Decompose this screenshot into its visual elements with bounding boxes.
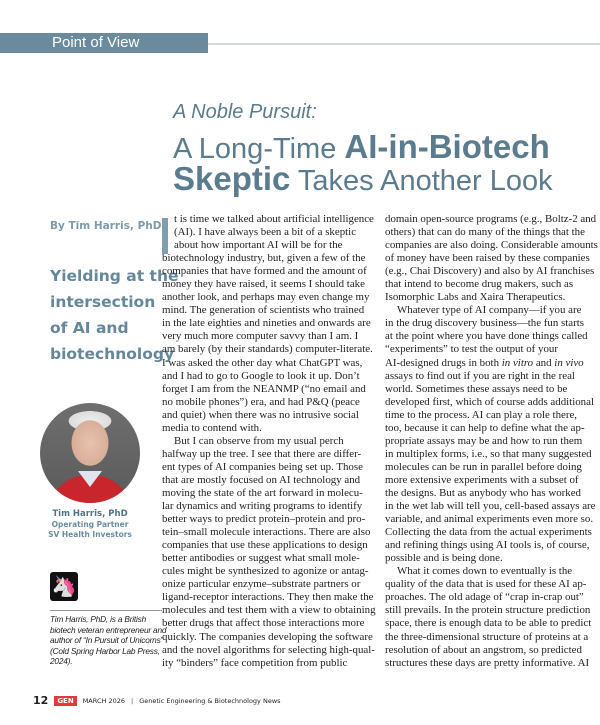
body-line: molecules can be run in parallel before doing bbox=[385, 460, 582, 473]
body-line: at the point where you have done things called bbox=[385, 330, 588, 343]
body-line: Isomorphic Labs and Xaira Therapeutics. bbox=[385, 291, 566, 304]
section-divider bbox=[208, 43, 600, 45]
body-line: of money have been raised by these companies bbox=[385, 252, 590, 265]
body-line: ligand-receptor interactions. They then make the bbox=[162, 591, 374, 604]
body-line: media to contend with. bbox=[162, 421, 262, 434]
body-line: that intend to become drug makers, such as bbox=[385, 278, 574, 291]
body-line: world. Sometimes these assays need to be bbox=[385, 382, 568, 395]
body-line: no mobile phones”) era, and had P&Q (peace bbox=[162, 395, 360, 408]
body-line: proaches. The old adage of “crap in-crap out” bbox=[385, 591, 584, 604]
body-line: “experiments” to test the output of your bbox=[385, 343, 558, 356]
title-light-text: Takes Another Look bbox=[290, 165, 553, 197]
italic-text: in vitro bbox=[501, 356, 534, 369]
body-line: better ways to predict protein–protein and pro- bbox=[162, 513, 366, 526]
body-line: possible and is being done. bbox=[385, 552, 503, 565]
body-line: companies that have formed and the amount of bbox=[162, 265, 367, 278]
article-kicker: A Noble Pursuit: bbox=[173, 101, 317, 123]
pull-quote-line: of AI and bbox=[50, 319, 129, 337]
body-line: onize particular enzyme–substrate partners or bbox=[162, 578, 361, 591]
body-line: structures these days are pretty informative. AI bbox=[385, 656, 590, 669]
body-line: and I had to go to Google to look it up. Don’t bbox=[162, 369, 360, 382]
body-line: But I can observe from my usual perch bbox=[174, 434, 344, 447]
body-column-2 bbox=[385, 213, 598, 670]
title-bold-text: Skeptic bbox=[173, 160, 291, 197]
body-line: others) that can do many of the things that the bbox=[385, 226, 585, 239]
body-line: variable, and animal experiments even more so. bbox=[385, 513, 594, 526]
title-bold-text: AI-in-Biotech bbox=[344, 128, 550, 165]
italic-text: in vivo bbox=[554, 356, 584, 369]
body-line: about how important AI will be for the bbox=[174, 239, 343, 252]
author-company: SV Health Investors bbox=[48, 530, 132, 539]
section-label: Point of View bbox=[52, 34, 140, 51]
body-line: molecules and test them with a view to obtaining bbox=[162, 604, 376, 617]
author-name: Tim Harris, PhD bbox=[52, 509, 128, 519]
body-line: in multiplex forms, i.e., so that many suggested bbox=[385, 447, 592, 460]
body-line: and refining things using AI tools is, of course, bbox=[385, 539, 590, 552]
body-line: quickly. The companies developing the software bbox=[162, 630, 373, 643]
body-line: the three-dimensional structure of proteins at a bbox=[385, 630, 589, 643]
issue-date: MARCH 2026 bbox=[82, 696, 125, 705]
gen-logo: GEN bbox=[54, 696, 76, 706]
body-line bbox=[385, 357, 595, 370]
body-line: cules might be synthesized to agonize or antag- bbox=[162, 565, 369, 578]
body-line: domain open-source programs (e.g., Boltz-2 and bbox=[385, 213, 597, 225]
body-line: space, there is enough data to be able to predict bbox=[385, 617, 592, 630]
body-line: time to the process. AI can play a role there, bbox=[385, 408, 578, 421]
pull-quote-line: Yielding at the bbox=[50, 267, 179, 285]
body-line: more extensive experiments with a subset of bbox=[385, 473, 579, 486]
body-line: that are mostly focused on AI technology and bbox=[162, 473, 361, 486]
body-line: propriate assays may be and how to run them bbox=[385, 434, 583, 447]
body-line: What it comes down to eventually is the bbox=[397, 565, 573, 578]
body-line: very much more computer savvy than I am. I bbox=[162, 330, 359, 343]
body-line: assays to find out if you are right in the real bbox=[385, 369, 575, 382]
pull-quote-line: intersection bbox=[50, 293, 156, 311]
body-line: in the drug discovery business—the fun starts bbox=[385, 317, 585, 330]
body-line: I was asked the other day what ChatGPT was, bbox=[162, 356, 363, 369]
body-line: still prevails. In the protein structure prediction bbox=[385, 604, 591, 617]
title-light-text: A Long-Time bbox=[173, 133, 345, 165]
body-line: the designs. But as anybody who has worked bbox=[385, 486, 582, 499]
body-line: in the wet lab will tell you, cell-based assays are bbox=[385, 500, 596, 513]
body-line: am barely (by their standards) computer-literate. bbox=[162, 343, 373, 356]
body-line: moving the state of the art forward in molecu- bbox=[162, 486, 363, 499]
byline: By Tim Harris, PhD bbox=[50, 220, 162, 232]
body-line: developed first, which of course adds additional bbox=[385, 395, 594, 408]
body-line: Collecting the data from the actual experiments bbox=[385, 526, 592, 539]
body-line: quality of the data that is used for these AI ap- bbox=[385, 578, 587, 591]
publication-name: Genetic Engineering & Biotechnology News bbox=[139, 696, 281, 705]
body-line: companies are also doing. Considerable amounts bbox=[385, 239, 598, 252]
author-bio: Tim Harris, PhD, is a British biotech veteran entrepreneur and author of “In Pursuit of Unicorns” (Cold Spring Harbor Lab Press, 2024). bbox=[50, 614, 167, 666]
body-line: Whatever type of AI company—if you are bbox=[397, 304, 582, 317]
pull-quote bbox=[50, 263, 179, 367]
body-line: better drugs that affect those interactions more bbox=[162, 617, 365, 630]
author-role: Operating Partner bbox=[51, 520, 129, 529]
body-text: AI-designed drugs in both bbox=[385, 356, 502, 369]
body-line: another look, and perhaps may even change my bbox=[162, 291, 370, 304]
body-line: tein–small molecule interactions. There are also bbox=[162, 526, 371, 539]
unicorn-icon: 🦄 bbox=[50, 572, 78, 601]
body-text: and bbox=[533, 356, 555, 369]
body-line: biotechnology industry, but, given a few of the bbox=[162, 252, 366, 265]
body-line: better antibodies or suggest what small mole- bbox=[162, 552, 360, 565]
body-line: money they have raised, it seems I should take bbox=[162, 278, 365, 291]
body-line: halfway up the tree. I see that there are differ- bbox=[162, 447, 362, 460]
body-line: ity “binders” face competition from public bbox=[162, 656, 348, 669]
body-line: mind. The generation of scientists who trained bbox=[162, 304, 365, 317]
bio-divider bbox=[50, 610, 162, 611]
body-line: too, because it can help to define what the ap- bbox=[385, 421, 585, 434]
body-line: and quiet) when there was no intrusive social bbox=[162, 408, 359, 421]
body-column-1 bbox=[162, 213, 378, 670]
body-line: (AI). I have always been a bit of a skeptic bbox=[174, 226, 357, 239]
body-line: forget I am from the NEANMP (“no email and bbox=[162, 382, 366, 395]
body-line: in the late eighties and nineties and onwards are bbox=[162, 317, 371, 330]
body-line: t is time we talked about artificial intelligence bbox=[174, 213, 374, 225]
pull-quote-line: biotechnology bbox=[50, 345, 175, 363]
body-line: (e.g., Chai Discovery) and also by AI franchises bbox=[385, 265, 595, 278]
body-line: lar dynamics and writing programs to identify bbox=[162, 500, 363, 513]
article-title-line-2 bbox=[173, 160, 553, 198]
page-footer bbox=[33, 694, 281, 707]
body-line: ent types of AI companies being set up. Those bbox=[162, 460, 363, 473]
body-line: resolution of about an angstrom, so predicted bbox=[385, 643, 582, 656]
author-photo bbox=[40, 403, 140, 503]
body-line: companies that use these applications to design bbox=[162, 539, 368, 552]
body-line: and the novel algorithms for selecting high-qual- bbox=[162, 643, 375, 656]
footer-separator: | bbox=[131, 696, 134, 705]
page-number: 12 bbox=[33, 694, 49, 707]
